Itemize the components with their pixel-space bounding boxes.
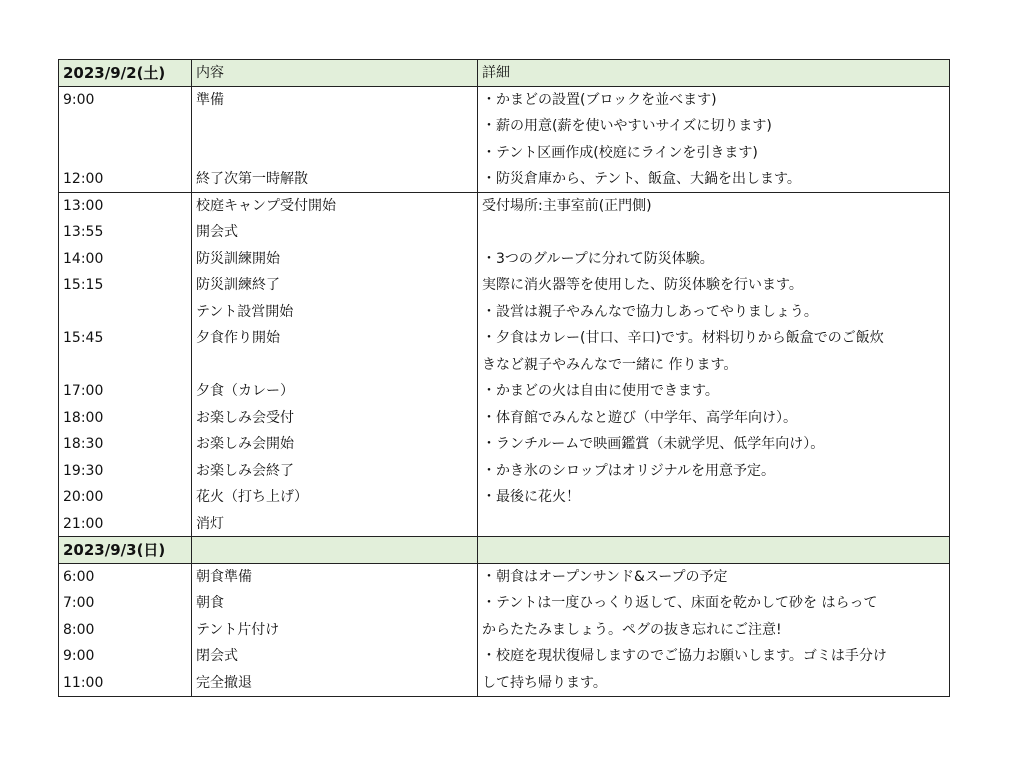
detail-cell: ・ランチルームで映画鑑賞（未就学児、低学年向け）。 <box>482 436 825 452</box>
content-cell: 終了次第一時解散 <box>192 166 478 192</box>
time-cell <box>59 299 192 326</box>
time-cell: 6:00 <box>59 564 192 591</box>
time-cell: 12:00 <box>59 166 192 192</box>
time-cell: 15:15 <box>59 272 192 299</box>
table-row <box>59 378 949 405</box>
table-row <box>59 617 949 644</box>
table-row <box>59 272 949 299</box>
detail-cell: ・校庭を現状復帰しますのでご協力お願いします。ゴミは手分け <box>482 648 887 664</box>
detail-cell: ・最後に花火！ <box>482 489 580 505</box>
detail-cell: ・防災倉庫から、テント、飯盒、大鍋を出します。 <box>482 171 801 187</box>
detail-cell: ・テントは一度ひっくり返して、床面を乾かして砂を はらって <box>482 595 878 611</box>
day2-rows <box>59 564 949 697</box>
time-cell: 18:30 <box>59 431 192 458</box>
column-header-detail: 詳細 <box>482 65 510 81</box>
content-cell: 校庭キャンプ受付開始 <box>192 193 478 220</box>
time-cell: 9:00 <box>59 87 192 114</box>
content-cell: 夕食作り開始 <box>192 325 478 352</box>
detail-cell: ・朝食はオープンサンド&スープの予定 <box>482 568 728 585</box>
time-cell <box>59 352 192 379</box>
table-row <box>59 484 949 511</box>
day2-date: 2023/9/3(日) <box>59 537 192 563</box>
content-cell: 開会式 <box>192 219 478 246</box>
detail-cell: からたたみましょう。ペグの抜き忘れにご注意! <box>482 621 782 638</box>
time-cell: 19:30 <box>59 458 192 485</box>
detail-cell: ・薪の用意(薪を使いやすいサイズに切ります) <box>482 118 772 134</box>
table-row <box>59 670 949 697</box>
time-cell: 8:00 <box>59 617 192 644</box>
content-cell: 防災訓練終了 <box>192 272 478 299</box>
time-cell <box>59 140 192 167</box>
day1-morning-rows <box>59 87 949 193</box>
day1-date: 2023/9/2(土) <box>59 60 192 86</box>
content-cell: 完全撤退 <box>192 670 478 697</box>
detail-cell: 実際に消火器等を使用した、防災体験を行います。 <box>482 277 803 293</box>
content-cell: 朝食 <box>192 590 478 617</box>
day2-header-row <box>59 537 949 564</box>
table-row <box>59 643 949 670</box>
time-cell: 21:00 <box>59 511 192 537</box>
content-cell: 消灯 <box>192 511 478 537</box>
detail-cell: ・3つのグループに分れて防災体験。 <box>482 250 714 267</box>
content-cell: 閉会式 <box>192 643 478 670</box>
table-row <box>59 193 949 220</box>
content-cell <box>192 113 478 140</box>
time-cell: 13:55 <box>59 219 192 246</box>
day1-afternoon-rows <box>59 193 949 538</box>
content-cell: テント設営開始 <box>192 299 478 326</box>
detail-cell: 受付場所:主事室前(正門側) <box>482 197 652 214</box>
content-cell: テント片付け <box>192 617 478 644</box>
table-row <box>59 166 949 193</box>
detail-cell: ・テント区画作成(校庭にラインを引きます) <box>482 144 758 161</box>
table-row <box>59 246 949 273</box>
time-cell: 20:00 <box>59 484 192 511</box>
content-cell: 朝食準備 <box>192 564 478 591</box>
table-row <box>59 458 949 485</box>
time-cell: 9:00 <box>59 643 192 670</box>
detail-cell: きなど親子やみんなで一緒に 作ります。 <box>482 356 738 373</box>
detail-cell: ・かまどの火は自由に使用できます。 <box>482 383 719 399</box>
time-cell: 7:00 <box>59 590 192 617</box>
detail-cell <box>478 511 949 537</box>
day2-header-empty-detail <box>478 537 949 563</box>
time-cell: 11:00 <box>59 670 192 697</box>
table-row <box>59 299 949 326</box>
time-cell: 17:00 <box>59 378 192 405</box>
table-row <box>59 590 949 617</box>
time-cell <box>59 113 192 140</box>
table-row <box>59 352 949 379</box>
table-row <box>59 113 949 140</box>
detail-cell: ・かき氷のシロップはオリジナルを用意予定。 <box>482 462 776 479</box>
detail-cell: ・かまどの設置(ブロックを並べます) <box>482 91 717 108</box>
content-cell: お楽しみ会終了 <box>192 458 478 485</box>
table-row <box>59 564 949 591</box>
detail-cell: ・設営は親子やみんなで協力しあってやりましょう。 <box>482 303 818 320</box>
detail-cell <box>478 219 949 246</box>
table-row <box>59 431 949 458</box>
content-cell: 花火（打ち上げ） <box>192 484 478 511</box>
content-cell: お楽しみ会開始 <box>192 431 478 458</box>
table-row <box>59 219 949 246</box>
content-cell: 防災訓練開始 <box>192 246 478 273</box>
time-cell: 14:00 <box>59 246 192 273</box>
content-cell: 準備 <box>192 87 478 114</box>
day1-header-row <box>59 60 949 87</box>
schedule-table <box>58 59 950 697</box>
day2-header-empty-content <box>192 537 478 563</box>
table-row <box>59 511 949 538</box>
table-row <box>59 405 949 432</box>
table-row <box>59 325 949 352</box>
table-row <box>59 87 949 114</box>
detail-cell: して持ち帰ります。 <box>482 674 607 691</box>
detail-cell: ・夕食はカレー(甘口、辛口)です。材料切りから飯盒でのご飯炊 <box>482 330 884 346</box>
content-cell: 夕食（カレー） <box>192 378 478 405</box>
content-cell <box>192 140 478 167</box>
content-cell <box>192 352 478 379</box>
time-cell: 15:45 <box>59 325 192 352</box>
column-header-content: 内容 <box>192 60 478 86</box>
time-cell: 18:00 <box>59 405 192 432</box>
table-row <box>59 140 949 167</box>
detail-cell: ・体育館でみんなと遊び（中学年、高学年向け）。 <box>482 409 797 426</box>
time-cell: 13:00 <box>59 193 192 220</box>
content-cell: お楽しみ会受付 <box>192 405 478 432</box>
